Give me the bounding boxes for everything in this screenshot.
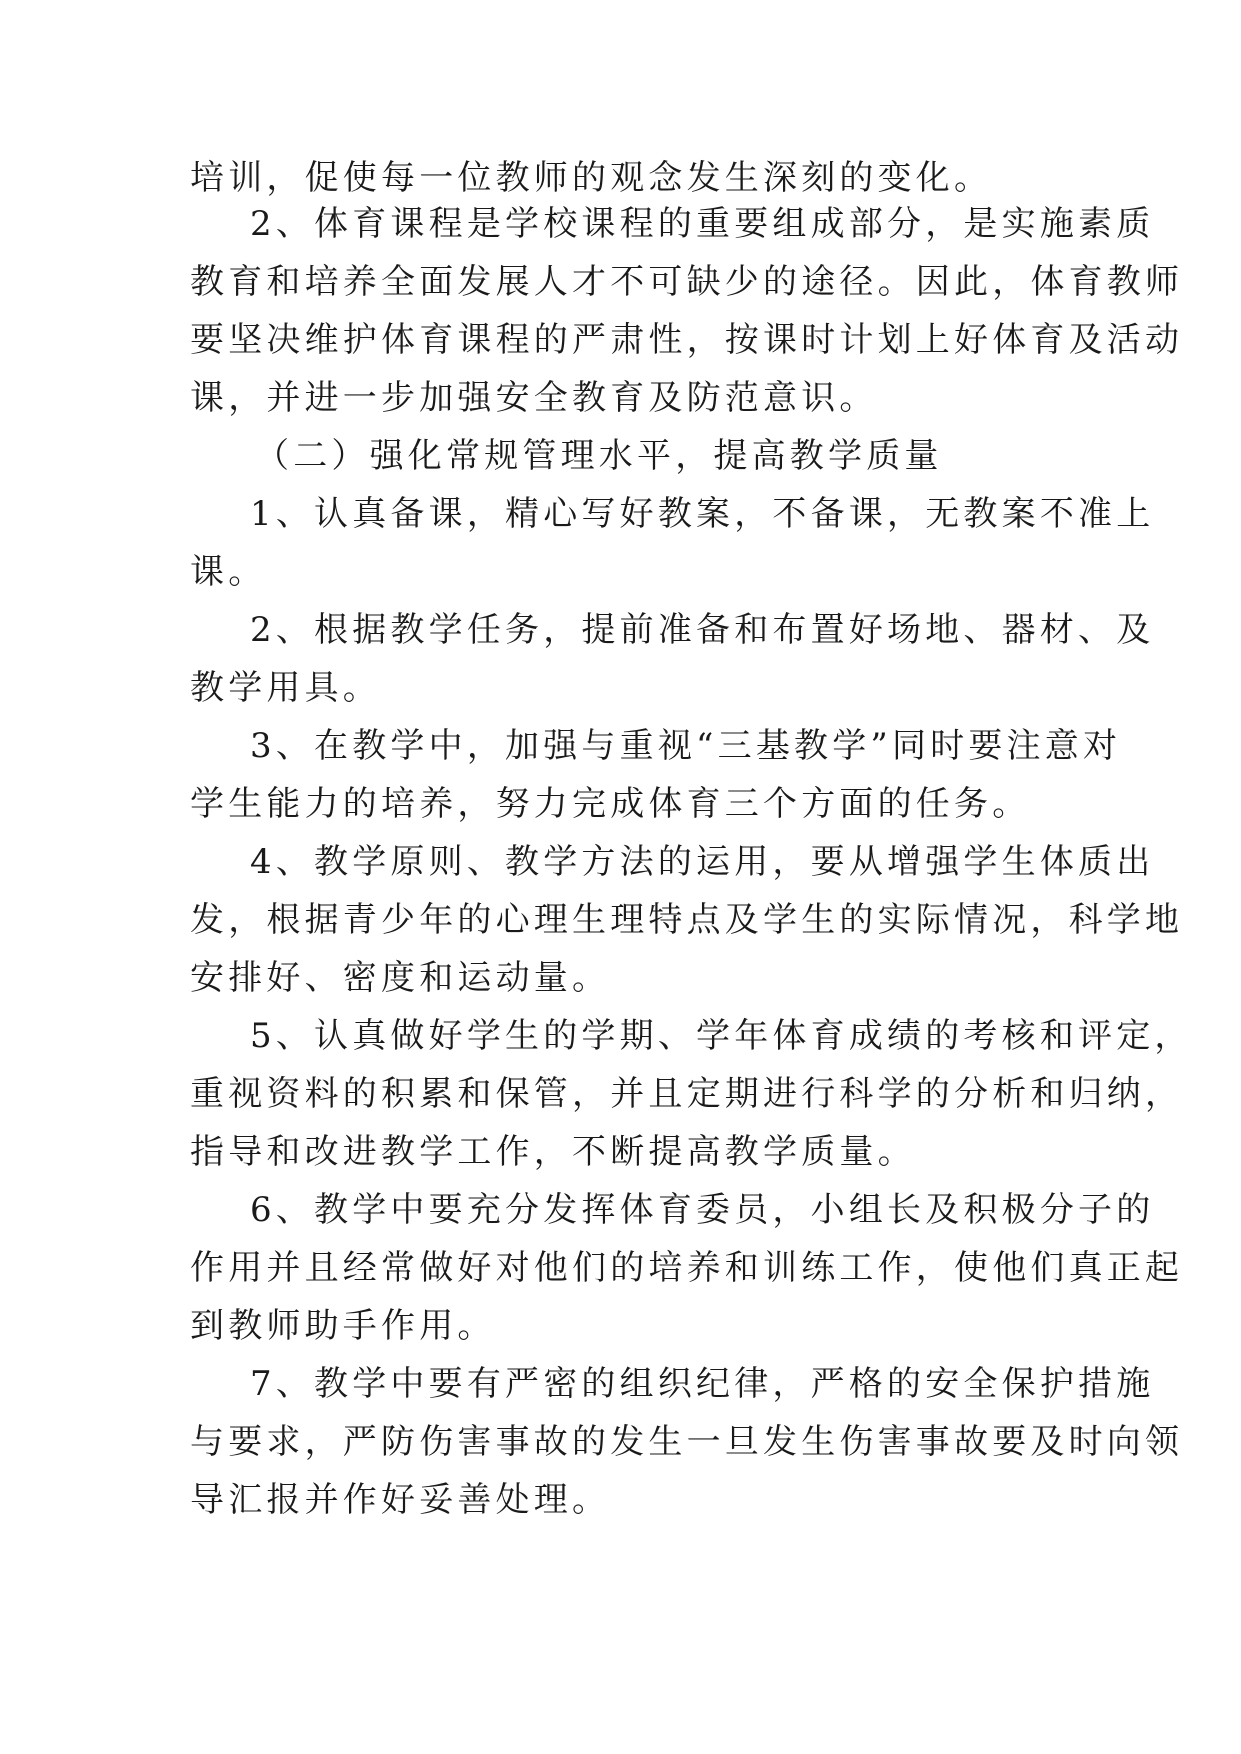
section-heading: （二）强化常规管理水平，提高教学质量: [255, 436, 943, 476]
text-line: 7、教学中要有严密的组织纪律，严格的安全保护措施: [250, 1364, 1155, 1404]
text-line: 2、根据教学任务，提前准备和布置好场地、器材、及: [250, 610, 1155, 650]
text-line: 教学用具。: [190, 668, 381, 708]
text-line: 到教师助手作用。: [190, 1306, 496, 1346]
text-line: 3、在教学中，加强与重视“三基教学”同时要注意对: [250, 726, 1122, 766]
text-line: 与要求，严防伤害事故的发生一旦发生伤害事故要及时向领: [190, 1422, 1184, 1462]
text-line: 重视资料的积累和保管，并且定期进行科学的分析和归纳，: [190, 1074, 1184, 1114]
text-line: 4、教学原则、教学方法的运用，要从增强学生体质出: [250, 842, 1155, 882]
text-line: 课，并进一步加强安全教育及防范意识。: [190, 378, 878, 418]
text-line: 导汇报并作好妥善处理。: [190, 1480, 611, 1520]
text-line: 发，根据青少年的心理生理特点及学生的实际情况，科学地: [190, 900, 1184, 940]
text-line: 指导和改进教学工作，不断提高教学质量。: [190, 1132, 916, 1172]
text-line: 要坚决维护体育课程的严肃性，按课时计划上好体育及活动: [190, 320, 1184, 360]
text-line: 6、教学中要充分发挥体育委员，小组长及积极分子的: [250, 1190, 1155, 1230]
text-line: 作用并且经常做好对他们的培养和训练工作，使他们真正起: [190, 1248, 1184, 1288]
text-line: 培训，促使每一位教师的观念发生深刻的变化。: [190, 158, 993, 198]
text-line: 2、体育课程是学校课程的重要组成部分，是实施素质: [250, 204, 1155, 244]
text-line: 学生能力的培养，努力完成体育三个方面的任务。: [190, 784, 1031, 824]
text-line: 安排好、密度和运动量。: [190, 958, 611, 998]
text-line: 课。: [190, 552, 267, 592]
text-line: 1、认真备课，精心写好教案，不备课，无教案不准上: [250, 494, 1155, 534]
text-line: 5、认真做好学生的学期、学年体育成绩的考核和评定，: [250, 1016, 1193, 1056]
text-line: 教育和培养全面发展人才不可缺少的途径。因此，体育教师: [190, 262, 1184, 302]
